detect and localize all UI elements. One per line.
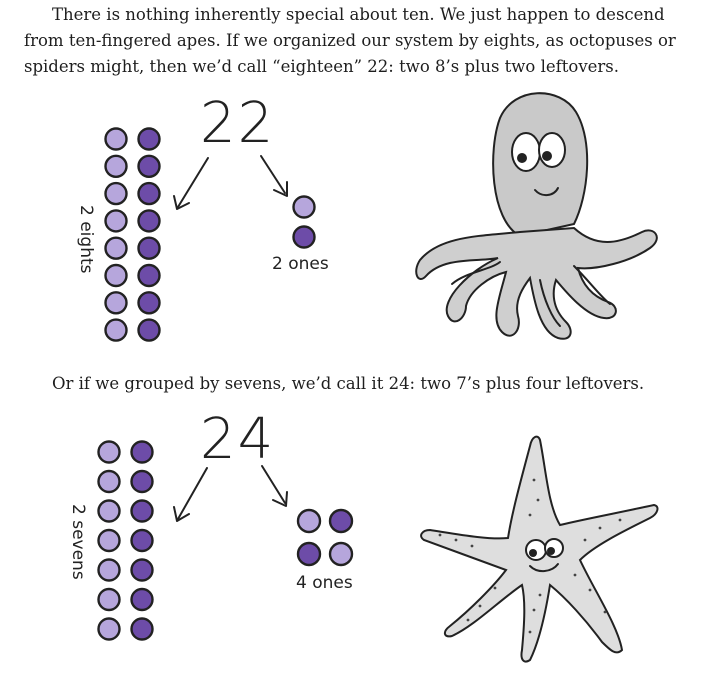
- group-bead: [139, 265, 160, 286]
- arrow-to-groups-2: [174, 468, 207, 521]
- group-bead: [99, 471, 120, 492]
- one-bead: [330, 543, 352, 565]
- arrow-to-groups-1: [174, 158, 208, 209]
- group-bead: [139, 238, 160, 259]
- group-bead: [99, 589, 120, 610]
- one-bead: [298, 543, 320, 565]
- group-bead: [139, 292, 160, 313]
- octopus-illustration: [416, 93, 657, 339]
- group-bead: [132, 471, 153, 492]
- group-bead: [139, 320, 160, 341]
- one-bead: [294, 197, 315, 218]
- starfish-illustration: [421, 437, 657, 662]
- label-4-ones: 4 ones: [296, 573, 353, 593]
- label-2-eights: 2 eights: [76, 205, 96, 274]
- arrow-to-ones-1: [261, 156, 287, 196]
- group-bead: [99, 501, 120, 522]
- group-bead: [106, 238, 127, 259]
- group-bead: [132, 530, 153, 551]
- group-bead: [132, 589, 153, 610]
- number-24: 24: [200, 407, 276, 472]
- paragraph-sevens: Or if we grouped by sevens, we’d call it 24: two 7’s plus four leftovers.: [52, 374, 645, 393]
- group-bead: [106, 129, 127, 150]
- group-bead: [132, 619, 153, 640]
- one-bead: [298, 510, 320, 532]
- paragraph-intro: There is nothing inherently special about ten. We just happen to descend from ten-fingered apes. If we organized our system by eights, as octopuses or spiders might, then we’d call “eighteen” 22: two 8’s plus two leftovers.: [24, 5, 676, 76]
- group-bead: [132, 501, 153, 522]
- one-bead: [294, 227, 315, 248]
- ones-group-1: [294, 197, 315, 248]
- group-bead: [132, 560, 153, 581]
- number-22: 22: [200, 91, 276, 156]
- label-2-ones: 2 ones: [272, 254, 329, 274]
- eights-columns: [106, 129, 160, 341]
- group-bead: [106, 320, 127, 341]
- group-bead: [99, 619, 120, 640]
- group-bead: [139, 183, 160, 204]
- group-bead: [106, 156, 127, 177]
- group-bead: [139, 210, 160, 231]
- group-bead: [106, 265, 127, 286]
- one-bead: [330, 510, 352, 532]
- group-bead: [99, 560, 120, 581]
- label-2-sevens: 2 sevens: [68, 504, 88, 580]
- group-bead: [139, 156, 160, 177]
- ones-group-2: [298, 510, 352, 565]
- group-bead: [139, 129, 160, 150]
- group-bead: [106, 183, 127, 204]
- group-bead: [132, 442, 153, 463]
- sevens-columns: [99, 442, 153, 640]
- group-bead: [106, 292, 127, 313]
- group-bead: [99, 442, 120, 463]
- group-bead: [106, 210, 127, 231]
- arrow-to-ones-2: [262, 466, 287, 506]
- group-bead: [99, 530, 120, 551]
